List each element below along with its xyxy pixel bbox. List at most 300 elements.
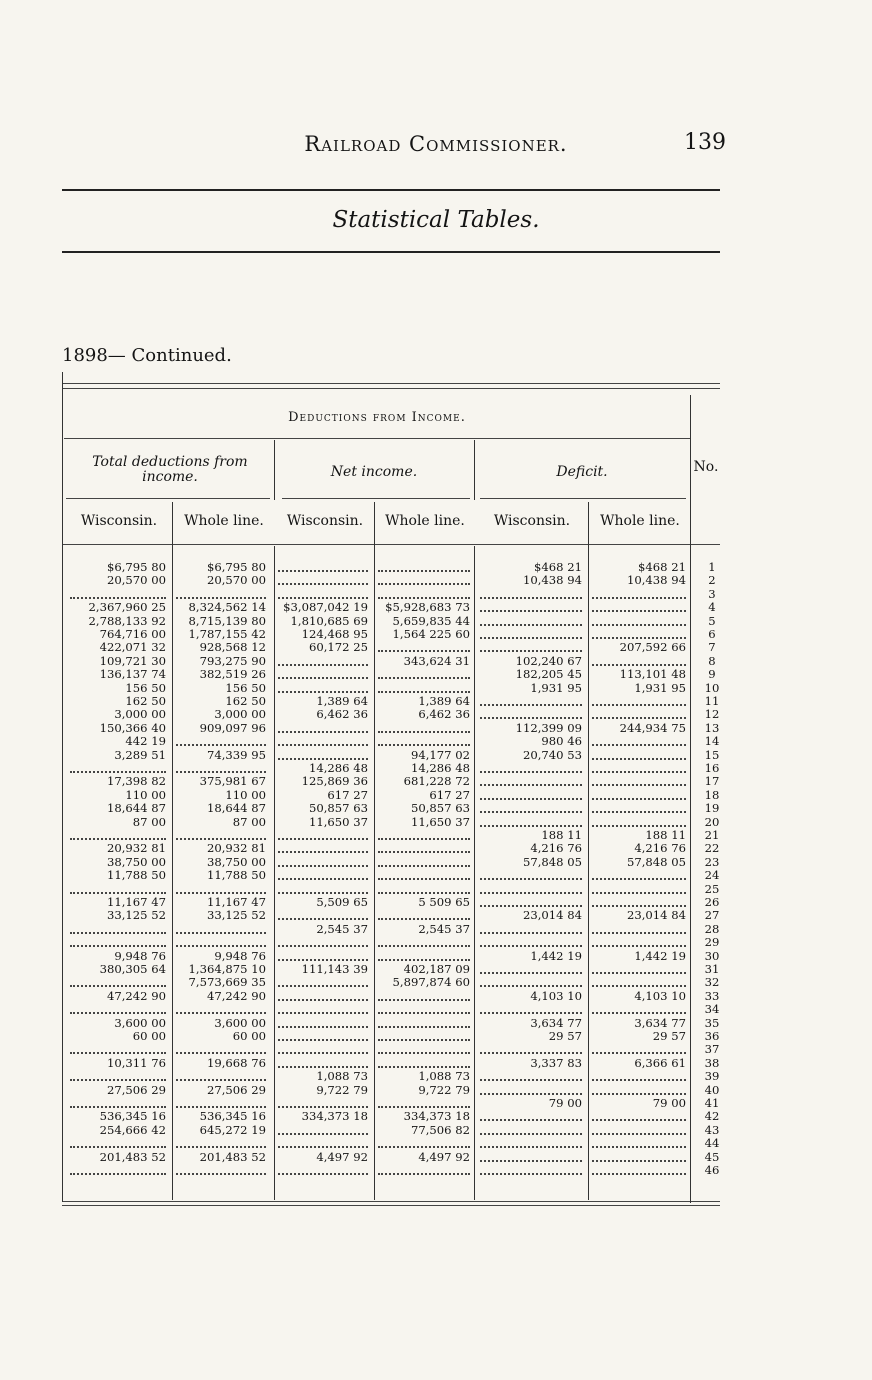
table-cell: 334,373 18	[301, 1109, 368, 1124]
leader-dots	[378, 650, 470, 652]
leader-dots	[176, 1012, 266, 1014]
leader-dots	[480, 892, 582, 894]
leader-dots	[278, 878, 368, 880]
table-cell: 3,000 00	[214, 707, 266, 722]
leader-dots	[480, 798, 582, 800]
table-cell: 156 50	[125, 680, 166, 695]
table-cell: 4,216 76	[530, 841, 582, 856]
table-cell: 382,519 26	[199, 667, 266, 682]
leader-dots	[378, 1146, 470, 1148]
leader-dots	[592, 932, 686, 934]
row-number: 10	[704, 680, 720, 695]
leader-dots	[176, 892, 266, 894]
column-divider-1	[172, 502, 173, 1200]
table-cell: 79 00	[652, 1096, 686, 1110]
table-cell: 980 46	[541, 734, 582, 749]
leader-dots	[278, 1133, 368, 1135]
leader-dots	[592, 717, 686, 719]
subgroup-total-deductions: Total deductions from income.	[92, 454, 248, 485]
leader-dots	[592, 610, 686, 612]
leader-dots	[592, 1160, 686, 1162]
leader-dots	[480, 932, 582, 934]
leader-dots	[480, 905, 582, 907]
row-number: 8	[708, 653, 716, 668]
leader-dots	[592, 664, 686, 666]
leader-dots	[176, 1052, 266, 1054]
table-cell: 4,103 10	[530, 988, 582, 1003]
table-cell: 1,364,875 10	[188, 962, 266, 976]
table-cell: 1,389 64	[418, 694, 470, 708]
row-number: 1	[708, 560, 716, 574]
leader-dots	[592, 905, 686, 907]
leader-dots	[378, 570, 470, 572]
leader-dots	[378, 677, 470, 679]
table-cell: 1,088 73	[418, 1069, 470, 1084]
table-cell: 60 00	[232, 1029, 266, 1043]
table-cell: 1,810,685 69	[290, 613, 368, 628]
table-cell: 793,275 90	[199, 653, 266, 668]
table-cell: 6,366 61	[634, 1055, 686, 1070]
row-number: 41	[704, 1096, 720, 1110]
row-number: 39	[704, 1069, 720, 1084]
leader-dots	[480, 771, 582, 773]
table-cell: 254,666 42	[99, 1122, 166, 1137]
table-cell: 23,014 84	[626, 908, 686, 923]
table-cell: 110 00	[125, 787, 166, 802]
leader-dots	[176, 1146, 266, 1148]
leader-dots	[278, 999, 368, 1001]
leader-dots	[278, 1012, 368, 1014]
table-cell: 244,934 75	[619, 720, 686, 735]
group-header: Deductions from Income.	[288, 410, 466, 425]
table-cell: 182,205 45	[515, 667, 582, 682]
table-cell: 20,932 81	[206, 841, 266, 856]
subgroup-deficit: Deficit.	[556, 464, 608, 480]
table-cell: 112,399 09	[515, 720, 582, 735]
leader-dots	[592, 1119, 686, 1121]
leader-dots	[70, 1106, 166, 1108]
table-cell: 20,932 81	[106, 841, 166, 856]
leader-dots	[480, 985, 582, 987]
table-cell: 33,125 52	[206, 908, 266, 923]
leader-dots	[592, 1052, 686, 1054]
leader-dots	[278, 731, 368, 733]
row-number: 3	[708, 586, 716, 601]
leader-dots	[176, 597, 266, 599]
table-cell: 20,740 53	[522, 747, 582, 762]
table-cell: 9,722 79	[316, 1082, 368, 1097]
table-cell: 380,305 64	[99, 962, 166, 976]
header-rule	[62, 189, 720, 191]
table-cell: 19,668 76	[206, 1055, 266, 1070]
row-number: 31	[704, 962, 720, 976]
leader-dots	[480, 878, 582, 880]
row-number: 33	[704, 988, 720, 1003]
row-number: 6	[708, 627, 716, 641]
table-cell: $6,795 80	[206, 560, 266, 574]
table-cell: 33,125 52	[106, 908, 166, 923]
leader-dots	[70, 985, 166, 987]
leader-dots	[378, 1052, 470, 1054]
row-number: 21	[704, 828, 720, 842]
leader-dots	[480, 704, 582, 706]
table-cell: 1,088 73	[316, 1069, 368, 1084]
leader-dots	[176, 1079, 266, 1081]
row-number: 27	[704, 908, 720, 923]
subgroup-rule-2	[282, 498, 470, 499]
table-cell: 47,242 90	[106, 988, 166, 1003]
table-cell: 928,568 12	[199, 640, 266, 655]
leader-dots	[378, 731, 470, 733]
leader-dots	[70, 945, 166, 947]
row-number: 15	[704, 747, 720, 762]
table-cell: 23,014 84	[522, 908, 582, 923]
leader-dots	[480, 1079, 582, 1081]
table-cell: 1,564 225 60	[392, 627, 470, 641]
leader-dots	[378, 945, 470, 947]
col-header-total-whole-line: Whole line.	[184, 513, 264, 529]
row-number: 22	[704, 841, 720, 856]
leader-dots	[480, 597, 582, 599]
row-number: 30	[704, 948, 720, 963]
table-cell: 6,462 36	[316, 707, 368, 722]
row-number: 34	[704, 1002, 720, 1017]
leader-dots	[592, 892, 686, 894]
leader-dots	[378, 838, 470, 840]
row-number: 36	[704, 1029, 720, 1043]
table-cell: 110 00	[225, 787, 266, 802]
table-cell: 11,167 47	[106, 895, 166, 909]
table-cell: 14,286 48	[410, 761, 470, 775]
leader-dots	[70, 892, 166, 894]
table-cell: 2,367,960 25	[88, 600, 166, 615]
leader-dots	[480, 610, 582, 612]
col-header-net-wisconsin: Wisconsin.	[286, 513, 364, 529]
leader-dots	[592, 972, 686, 974]
leader-dots	[480, 1146, 582, 1148]
leader-dots	[592, 825, 686, 827]
table-cell: 11,650 37	[308, 814, 368, 829]
table-cell: 109,721 30	[99, 653, 166, 668]
table-cell: 4,497 92	[316, 1149, 368, 1164]
table-cell: 29 57	[652, 1029, 686, 1043]
row-number: 7	[708, 640, 716, 655]
leader-dots	[378, 878, 470, 880]
table-cell: 150,366 40	[99, 720, 166, 735]
table-cell: 3,634 77	[634, 1015, 686, 1030]
subgroup-divider-1	[274, 440, 275, 500]
leader-dots	[70, 771, 166, 773]
table-cell: 3,600 00	[114, 1015, 166, 1030]
leader-dots	[278, 1026, 368, 1028]
table-cell: 60,172 25	[308, 640, 368, 655]
subgroup-net-income: Net income.	[330, 464, 418, 480]
table-cell: 201,483 52	[99, 1149, 166, 1164]
leader-dots	[592, 878, 686, 880]
leader-dots	[480, 972, 582, 974]
table-cell: 162 50	[225, 694, 266, 708]
row-number: 13	[704, 720, 720, 735]
leader-dots	[592, 811, 686, 813]
leader-dots	[378, 1173, 470, 1175]
table-cell: 645,272 19	[199, 1122, 266, 1137]
table-cell: 11,167 47	[206, 895, 266, 909]
section-title: Statistical Tables.	[332, 207, 540, 233]
table-cell: 1,931 95	[634, 680, 686, 695]
row-number: 18	[704, 787, 720, 802]
table-cell: 3,337 83	[530, 1055, 582, 1070]
row-number: 9	[708, 667, 716, 682]
leader-dots	[480, 945, 582, 947]
table-cell: 343,624 31	[403, 653, 470, 668]
leader-dots	[592, 1012, 686, 1014]
leader-dots	[480, 1052, 582, 1054]
leader-dots	[378, 691, 470, 693]
leader-dots	[592, 1093, 686, 1095]
table-cell: 111,143 39	[301, 962, 368, 976]
table-cell: 1,442 19	[634, 948, 686, 963]
table-cell: 27,506 29	[206, 1082, 266, 1097]
table-cell: 9,948 76	[214, 948, 266, 963]
subgroup-rule-3	[480, 498, 686, 499]
table-cell: 7,573,669 35	[188, 975, 266, 990]
column-divider-5	[588, 502, 589, 1200]
table-cell: 2,545 37	[418, 921, 470, 936]
table-cell: 764,716 00	[99, 627, 166, 641]
table-cell: 617 27	[327, 787, 368, 802]
row-number: 40	[704, 1082, 720, 1097]
row-number: 17	[704, 774, 720, 789]
leader-dots	[278, 597, 368, 599]
table-cell: 4,216 76	[634, 841, 686, 856]
table-cell: 3,634 77	[530, 1015, 582, 1030]
leader-dots	[480, 1173, 582, 1175]
leader-dots	[592, 798, 686, 800]
table-cell: 27,506 29	[106, 1082, 166, 1097]
leader-dots	[278, 664, 368, 666]
leader-dots	[176, 838, 266, 840]
row-number: 23	[704, 854, 720, 869]
table-cell: 1,442 19	[530, 948, 582, 963]
table-cell: 9,948 76	[114, 948, 166, 963]
table-cell: 8,715,139 80	[188, 613, 266, 628]
table-cell: 102,240 67	[515, 653, 582, 668]
leader-dots	[278, 851, 368, 853]
table-cell: 18,644 87	[106, 801, 166, 816]
table-cell: 124,468 95	[301, 627, 368, 641]
table-cell: 1,931 95	[530, 680, 582, 695]
table-cell: 20,570 00	[106, 573, 166, 588]
table-cell: 38,750 00	[206, 854, 266, 869]
leader-dots	[278, 1066, 368, 1068]
left-border	[62, 372, 63, 1202]
section-rule	[62, 251, 720, 253]
table-cell: 5,897,874 60	[392, 975, 470, 990]
row-number: 4	[708, 600, 716, 615]
leader-dots	[480, 784, 582, 786]
leader-dots	[278, 583, 368, 585]
table-cell: 10,311 76	[106, 1055, 166, 1070]
row-number: 5	[708, 613, 716, 628]
table-cell: 3,289 51	[114, 747, 166, 762]
leader-dots	[278, 1146, 368, 1148]
row-number: 32	[704, 975, 720, 990]
table-cell: 4,103 10	[634, 988, 686, 1003]
table-cell: 50,857 63	[410, 801, 470, 816]
leader-dots	[176, 1106, 266, 1108]
leader-dots	[378, 1012, 470, 1014]
leader-dots	[378, 1066, 470, 1068]
table-cell: 5 509 65	[418, 895, 470, 909]
table-cell: 201,483 52	[199, 1149, 266, 1164]
column-divider-2	[274, 546, 275, 1200]
row-number: 43	[704, 1122, 720, 1137]
row-number: 45	[704, 1149, 720, 1164]
table-cell: 3,000 00	[114, 707, 166, 722]
table-cell: 60 00	[132, 1029, 166, 1043]
running-head: Railroad Commissioner.	[304, 132, 568, 156]
leader-dots	[278, 744, 368, 746]
leader-dots	[70, 1052, 166, 1054]
table-cell: 94,177 02	[410, 747, 470, 762]
page-number: 139	[684, 130, 726, 155]
leader-dots	[592, 744, 686, 746]
table-cell: 57,848 05	[626, 854, 686, 869]
table-cell: 442 19	[125, 734, 166, 749]
table-cell: 79 00	[548, 1096, 582, 1110]
leader-dots	[70, 932, 166, 934]
leader-dots	[278, 918, 368, 920]
leader-dots	[378, 865, 470, 867]
row-number: 26	[704, 895, 720, 909]
leader-dots	[592, 985, 686, 987]
leader-dots	[70, 1173, 166, 1175]
col-header-net-whole-line: Whole line.	[385, 513, 465, 529]
row-number: 24	[704, 868, 720, 883]
leader-dots	[278, 959, 368, 961]
table-bottom-rule-2	[62, 1205, 720, 1206]
row-number: 46	[704, 1163, 720, 1177]
leader-dots	[278, 1173, 368, 1175]
row-number: 2	[708, 573, 716, 588]
table-cell: 50,857 63	[308, 801, 368, 816]
leader-dots	[378, 1026, 470, 1028]
no-column-header: No.	[693, 459, 719, 475]
table-cell: 87 00	[232, 814, 266, 829]
leader-dots	[378, 583, 470, 585]
leader-dots	[278, 1039, 368, 1041]
group-header-rule	[64, 438, 690, 439]
table-cell: 681,228 72	[403, 774, 470, 789]
leader-dots	[592, 758, 686, 760]
leader-dots	[480, 811, 582, 813]
leader-dots	[176, 771, 266, 773]
table-bottom-rule	[62, 1201, 720, 1202]
leader-dots	[480, 1012, 582, 1014]
table-cell: 156 50	[225, 680, 266, 695]
leader-dots	[592, 597, 686, 599]
leader-dots	[278, 1106, 368, 1108]
row-number: 35	[704, 1015, 720, 1030]
leader-dots	[480, 1160, 582, 1162]
table-cell: 375,981 67	[199, 774, 266, 789]
row-number: 25	[704, 881, 720, 896]
row-number: 19	[704, 801, 720, 816]
leader-dots	[70, 1012, 166, 1014]
leader-dots	[480, 624, 582, 626]
table-cell: $3,087,042 19	[283, 600, 368, 615]
table-cell: 3,600 00	[214, 1015, 266, 1030]
table-cell: 617 27	[429, 787, 470, 802]
leader-dots	[278, 570, 368, 572]
leader-dots	[378, 959, 470, 961]
table-cell: 11,788 50	[106, 868, 166, 883]
table-top-rule-2	[62, 388, 720, 389]
leader-dots	[480, 650, 582, 652]
leader-dots	[176, 1173, 266, 1175]
table-cell: 536,345 16	[99, 1109, 166, 1124]
leader-dots	[378, 1106, 470, 1108]
leader-dots	[378, 597, 470, 599]
leader-dots	[480, 1093, 582, 1095]
subgroup-divider-2	[474, 440, 475, 500]
leader-dots	[70, 1146, 166, 1148]
leader-dots	[176, 932, 266, 934]
leader-dots	[278, 985, 368, 987]
table-cell: 188 11	[541, 828, 582, 842]
leader-dots	[176, 744, 266, 746]
table-cell: 125,869 36	[301, 774, 368, 789]
leader-dots	[480, 825, 582, 827]
col-header-deficit-wisconsin: Wisconsin.	[493, 513, 571, 529]
row-number: 37	[704, 1042, 720, 1057]
leader-dots	[592, 1133, 686, 1135]
table-cell: 10,438 94	[522, 573, 582, 588]
table-cell: 4,497 92	[418, 1149, 470, 1164]
leader-dots	[592, 1173, 686, 1175]
table-cell: 402,187 09	[403, 962, 470, 976]
row-number: 20	[704, 814, 720, 829]
table-cell: 14,286 48	[308, 761, 368, 775]
leader-dots	[176, 945, 266, 947]
table-cell: 5,509 65	[316, 895, 368, 909]
table-cell: 2,545 37	[316, 921, 368, 936]
table-cell: 18,644 87	[206, 801, 266, 816]
row-number: 12	[704, 707, 720, 722]
leader-dots	[592, 637, 686, 639]
leader-dots	[278, 758, 368, 760]
leader-dots	[378, 892, 470, 894]
leader-dots	[378, 999, 470, 1001]
leader-dots	[70, 597, 166, 599]
table-cell: 8,324,562 14	[188, 600, 266, 615]
leader-dots	[278, 838, 368, 840]
continued-label: 1898— Continued.	[62, 345, 232, 366]
table-cell: 10,438 94	[626, 573, 686, 588]
leader-dots	[592, 1146, 686, 1148]
leader-dots	[278, 945, 368, 947]
table-cell: 11,788 50	[206, 868, 266, 883]
leader-dots	[592, 624, 686, 626]
leader-dots	[592, 704, 686, 706]
leader-dots	[592, 771, 686, 773]
leader-dots	[480, 637, 582, 639]
column-divider-4	[474, 546, 475, 1200]
row-number: 38	[704, 1055, 720, 1070]
leader-dots	[480, 1119, 582, 1121]
leader-dots	[592, 945, 686, 947]
leader-dots	[480, 1133, 582, 1135]
